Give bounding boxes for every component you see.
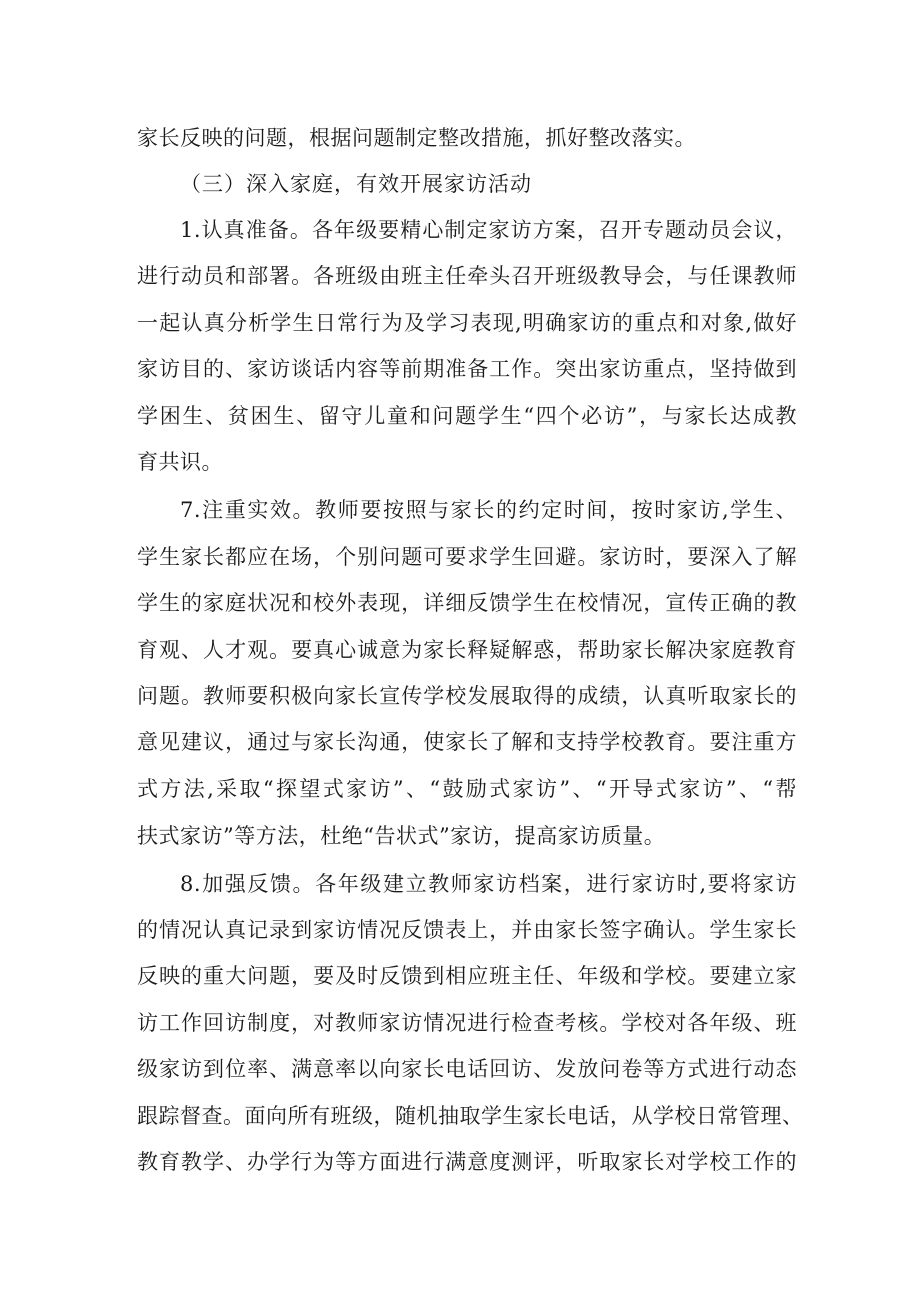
paragraph-3-line-2: 的情况认真记录到家访情况反馈表上，并由家长签字确认。学生家长 [137,918,797,942]
paragraph-1-line-5: 学困生、贫困生、留守儿童和问题学生“四个必访”，与家长达成教 [137,404,797,428]
paragraph-1-line-2: 进行动员和部署。各班级由班主任牵头召开班级教导会，与任课教师 [137,264,797,288]
paragraph-3-line-3: 反映的重大问题，要及时反馈到相应班主任、年级和学校。要建立家 [137,964,797,988]
paragraph-1-line-6: 育共识。 [137,450,223,474]
paragraph-3-line-1: 8.加强反馈。各年级建立教师家访档案，进行家访时,要将家访 [180,872,797,896]
paragraph-1-line-3: 一起认真分析学生日常行为及学习表现,明确家访的重点和对象,做好 [137,311,797,335]
text-line-1: 家长反映的问题，根据问题制定整改措施，抓好整改落实。 [137,126,696,150]
paragraph-1-line-4: 家访目的、家访谈话内容等前期准备工作。突出家访重点，坚持做到 [137,357,797,381]
paragraph-2-line-4: 育观、人才观。要真心诚意为家长释疑解惑，帮助家长解决家庭教育 [137,638,797,662]
paragraph-2-line-1: 7.注重实效。教师要按照与家长的约定时间，按时家访,学生、 [180,498,797,522]
paragraph-2-line-8: 扶式家访”等方法，杜绝“告状式”家访，提高家访质量。 [137,824,666,848]
paragraph-2-line-7: 式方法,采取“探望式家访”、“鼓励式家访”、“开导式家访”、“帮 [137,777,797,801]
paragraph-2-line-6: 意见建议，通过与家长沟通，使家长了解和支持学校教育。要注重方 [137,730,797,754]
paragraph-3-line-6: 跟踪督查。面向所有班级，随机抽取学生家长电话，从学校日常管理、 [137,1104,804,1128]
paragraph-3-line-5: 级家访到位率、满意率以向家长电话回访、发放问卷等方式进行动态 [137,1057,797,1081]
paragraph-2-line-3: 学生的家庭状况和校外表现，详细反馈学生在校情况，宣传正确的教 [137,591,797,615]
section-heading: （三）深入家庭，有效开展家访活动 [180,172,532,196]
paragraph-3-line-7: 教育教学、办学行为等方面进行满意度测评，听取家长对学校工作的 [137,1150,797,1174]
paragraph-1-line-1: 1.认真准备。各年级要精心制定家访方案，召开专题动员会议， [180,218,797,242]
paragraph-2-line-2: 学生家长都应在场，个别问题可要求学生回避。家访时，要深入了解 [137,545,797,569]
paragraph-3-line-4: 访工作回访制度，对教师家访情况进行检查考核。学校对各年级、班 [137,1011,797,1035]
paragraph-2-line-5: 问题。教师要积极向家长宣传学校发展取得的成绩，认真听取家长的 [137,684,797,708]
